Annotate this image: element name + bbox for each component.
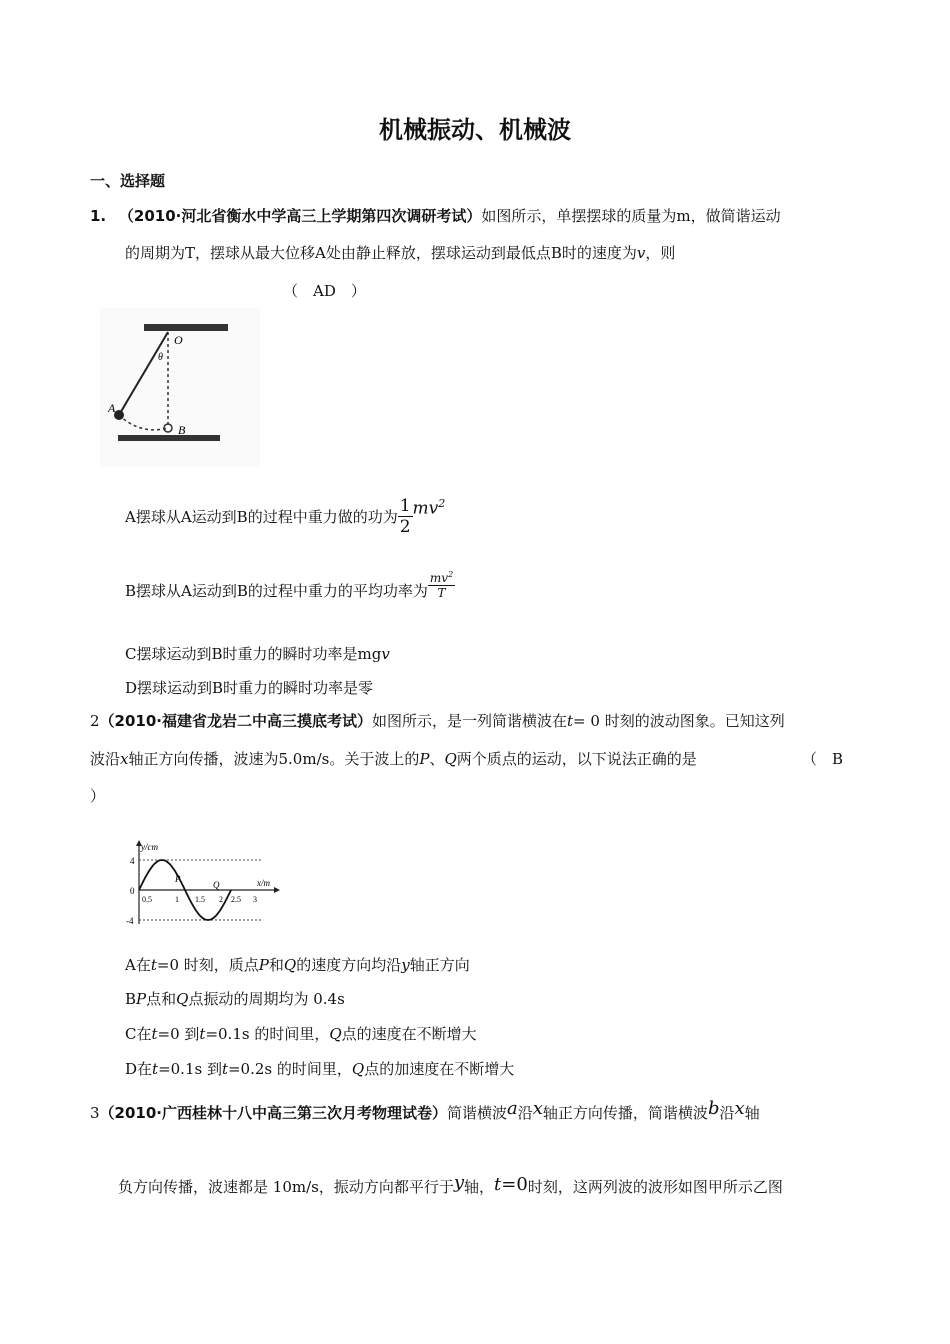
wave-label-p: P xyxy=(175,874,181,884)
q3-l2-4: =0 xyxy=(501,1174,528,1195)
q2-d-6: 点的加速度在不断增大 xyxy=(364,1060,515,1078)
q2-text-1a: 如图所示，是一列简谐横波在 xyxy=(372,712,568,730)
q3-l1-0: 简谐横波 xyxy=(447,1104,508,1122)
wave-x-label: x/m xyxy=(257,878,270,888)
label-a: A xyxy=(108,401,116,415)
label-theta: θ xyxy=(158,352,163,363)
q3-l1-5: b xyxy=(707,1098,720,1119)
wave-x-tick-3: 1.5 xyxy=(195,895,205,904)
q2-answer-open: （ B xyxy=(802,750,844,768)
wave-x-tick-2: 1 xyxy=(175,895,179,904)
q2-c-2: =0 到 xyxy=(157,1025,200,1043)
q2-line-2 xyxy=(90,748,697,769)
q2-b-3: Q xyxy=(176,990,189,1008)
q2-text-1b: = 0 时刻的波动图象。已知这列 xyxy=(573,712,785,730)
pendulum-bob xyxy=(114,410,124,420)
q1-source: （2010·河北省衡水中学高三上学期第四次调研考试） xyxy=(118,207,482,225)
q1-line-1 xyxy=(90,205,781,226)
q1-option-b-exp: 2 xyxy=(448,569,454,579)
wave-x-tick-1: 0.5 xyxy=(142,895,152,904)
label-b: B xyxy=(178,423,186,437)
q3-l1-2: 沿 xyxy=(517,1104,533,1122)
section-heading: 一、选择题 xyxy=(90,172,166,190)
q2-option-d xyxy=(125,1058,514,1079)
wave-x-tick-6: 3 xyxy=(253,895,257,904)
wave-y-tick-top: 4 xyxy=(130,856,135,866)
q1-text-1: 如图所示，单摆摆球的质量为m，做简谐运动 xyxy=(481,207,781,225)
wave-x-tick-4: 2 xyxy=(219,895,223,904)
q2-a-4: 和 xyxy=(268,956,284,974)
q1-number: 1. xyxy=(90,207,107,225)
q3-l1-7: x xyxy=(734,1098,745,1119)
q2-a-6: 的速度方向均沿 xyxy=(296,956,402,974)
pendulum-figure xyxy=(100,308,260,466)
q2-option-c xyxy=(125,1023,477,1044)
q1-option-d: D摆球运动到B时重力的瞬时功率是零 xyxy=(125,679,374,697)
q2-c-5: Q xyxy=(329,1025,342,1043)
q1-option-b-num: mv xyxy=(429,570,449,585)
q1-option-a-den: 2 xyxy=(399,517,411,537)
q3-l1-4: 轴正方向传播，简谐横波 xyxy=(542,1104,708,1122)
q2-text-2c: 、 xyxy=(429,750,445,768)
q1-option-a-num: 1 xyxy=(399,496,411,516)
q2-b-2: 点和 xyxy=(146,990,177,1008)
q2-b-1: P xyxy=(136,990,147,1008)
q2-a-5: Q xyxy=(283,956,297,974)
q2-text-2x: x xyxy=(120,750,129,768)
q2-a-1: t xyxy=(150,956,157,974)
page-title: 机械振动、机械波 xyxy=(379,116,571,144)
q2-text-2b: 轴正方向传播，波速为5.0m/s。关于波上的 xyxy=(128,750,420,768)
wave-y-label: y/cm xyxy=(141,842,158,852)
q2-option-b xyxy=(125,988,345,1009)
label-o: O xyxy=(174,333,183,347)
q2-a-3: P xyxy=(258,956,269,974)
pendulum-floor xyxy=(118,435,220,441)
q1-option-b-text: B摆球从A运动到B的过程中重力的平均功率为 xyxy=(125,582,428,600)
q2-a-8: 轴正方向 xyxy=(409,956,470,974)
q2-a-0: A在 xyxy=(125,956,151,974)
q2-text-2d: 两个质点的运动，以下说法正确的是 xyxy=(456,750,697,768)
q2-number: 2 xyxy=(90,712,100,730)
q3-l2-5: 时刻，这两列波的波形如图甲所示乙图 xyxy=(527,1178,783,1196)
q2-d-5: Q xyxy=(351,1060,365,1078)
q2-answer-close: ） xyxy=(90,787,106,805)
q1-option-b-den: T xyxy=(437,585,446,600)
pendulum-figure-bg xyxy=(100,308,260,466)
q1-option-b xyxy=(125,569,455,601)
q2-c-6: 点的速度在不断增大 xyxy=(341,1025,477,1043)
q1-option-a-fraction xyxy=(398,496,413,537)
q2-d-3: t xyxy=(221,1060,228,1078)
q3-l2-1: y xyxy=(453,1172,465,1193)
q1-option-b-fraction xyxy=(428,570,455,600)
q1-text-2a: 的周期为T，摆球从最大位移A处由静止释放，摆球运动到最低点B时的速度为 xyxy=(125,244,637,262)
q2-text-1t: t xyxy=(567,712,574,730)
pendulum-ceiling xyxy=(144,324,228,331)
q3-l2-3: t xyxy=(494,1174,502,1195)
q2-text-2a: 波沿 xyxy=(90,750,121,768)
q2-b-4: 点振动的周期均为 0.4s xyxy=(188,990,345,1008)
q1-option-c-v: v xyxy=(381,645,390,663)
q3-source: （2010·广西桂林十八中高三第三次月考物理试卷） xyxy=(99,1104,447,1122)
q1-answer: （ AD ） xyxy=(283,282,366,300)
q3-l1-6: 沿 xyxy=(719,1104,735,1122)
q1-option-c xyxy=(125,643,390,664)
wave-x-arrow xyxy=(274,887,280,893)
q2-c-0: C在 xyxy=(125,1025,152,1043)
q3-l1-3: x xyxy=(532,1098,543,1119)
q2-d-4: =0.2s 的时间里， xyxy=(227,1060,352,1078)
q1-text-2b: ，则 xyxy=(645,244,676,262)
q2-text-2q: Q xyxy=(444,750,457,768)
q1-option-a-exp: 2 xyxy=(438,496,446,510)
q2-line-1 xyxy=(90,710,785,731)
q3-l1-8: 轴 xyxy=(744,1104,760,1122)
q3-l2-2: 轴， xyxy=(464,1178,495,1196)
q1-line-2 xyxy=(125,242,675,263)
q2-d-0: D在 xyxy=(125,1060,153,1078)
q2-option-a xyxy=(125,954,470,975)
wave-y-tick-zero: 0 xyxy=(130,886,135,896)
q2-source: （2010·福建省龙岩二中高三摸底考试） xyxy=(99,712,372,730)
q1-option-a-mv: mv xyxy=(412,498,439,519)
q3-line-1 xyxy=(90,1098,760,1123)
q2-d-2: =0.1s 到 xyxy=(158,1060,222,1078)
q2-b-0: B xyxy=(125,990,137,1008)
q1-text-2v: v xyxy=(636,244,646,262)
q2-c-3: t xyxy=(199,1025,206,1043)
q3-number: 3 xyxy=(90,1104,100,1122)
q3-line-2 xyxy=(118,1172,783,1197)
wave-x-tick-5: 2.5 xyxy=(231,895,241,904)
q3-l2-0: 负方向传播，波速都是 10m/s，振动方向都平行于 xyxy=(118,1178,454,1196)
wave-y-tick-bottom: -4 xyxy=(126,916,134,926)
q1-option-a xyxy=(125,496,445,537)
q2-text-2p: P xyxy=(419,750,430,768)
wave-label-q: Q xyxy=(213,880,220,890)
q2-a-7: y xyxy=(401,956,410,974)
q3-l1-1: a xyxy=(507,1098,518,1119)
q2-c-4: =0.1s 的时间里， xyxy=(205,1025,330,1043)
wave-figure xyxy=(125,838,285,930)
q2-c-1: t xyxy=(151,1025,158,1043)
q1-option-a-text: A摆球从A运动到B的过程中重力做的功为 xyxy=(125,508,398,526)
q2-d-1: t xyxy=(152,1060,159,1078)
q1-option-c-text: C摆球运动到B时重力的瞬时功率是mg xyxy=(125,645,382,663)
q2-a-2: =0 时刻，质点 xyxy=(156,956,259,974)
